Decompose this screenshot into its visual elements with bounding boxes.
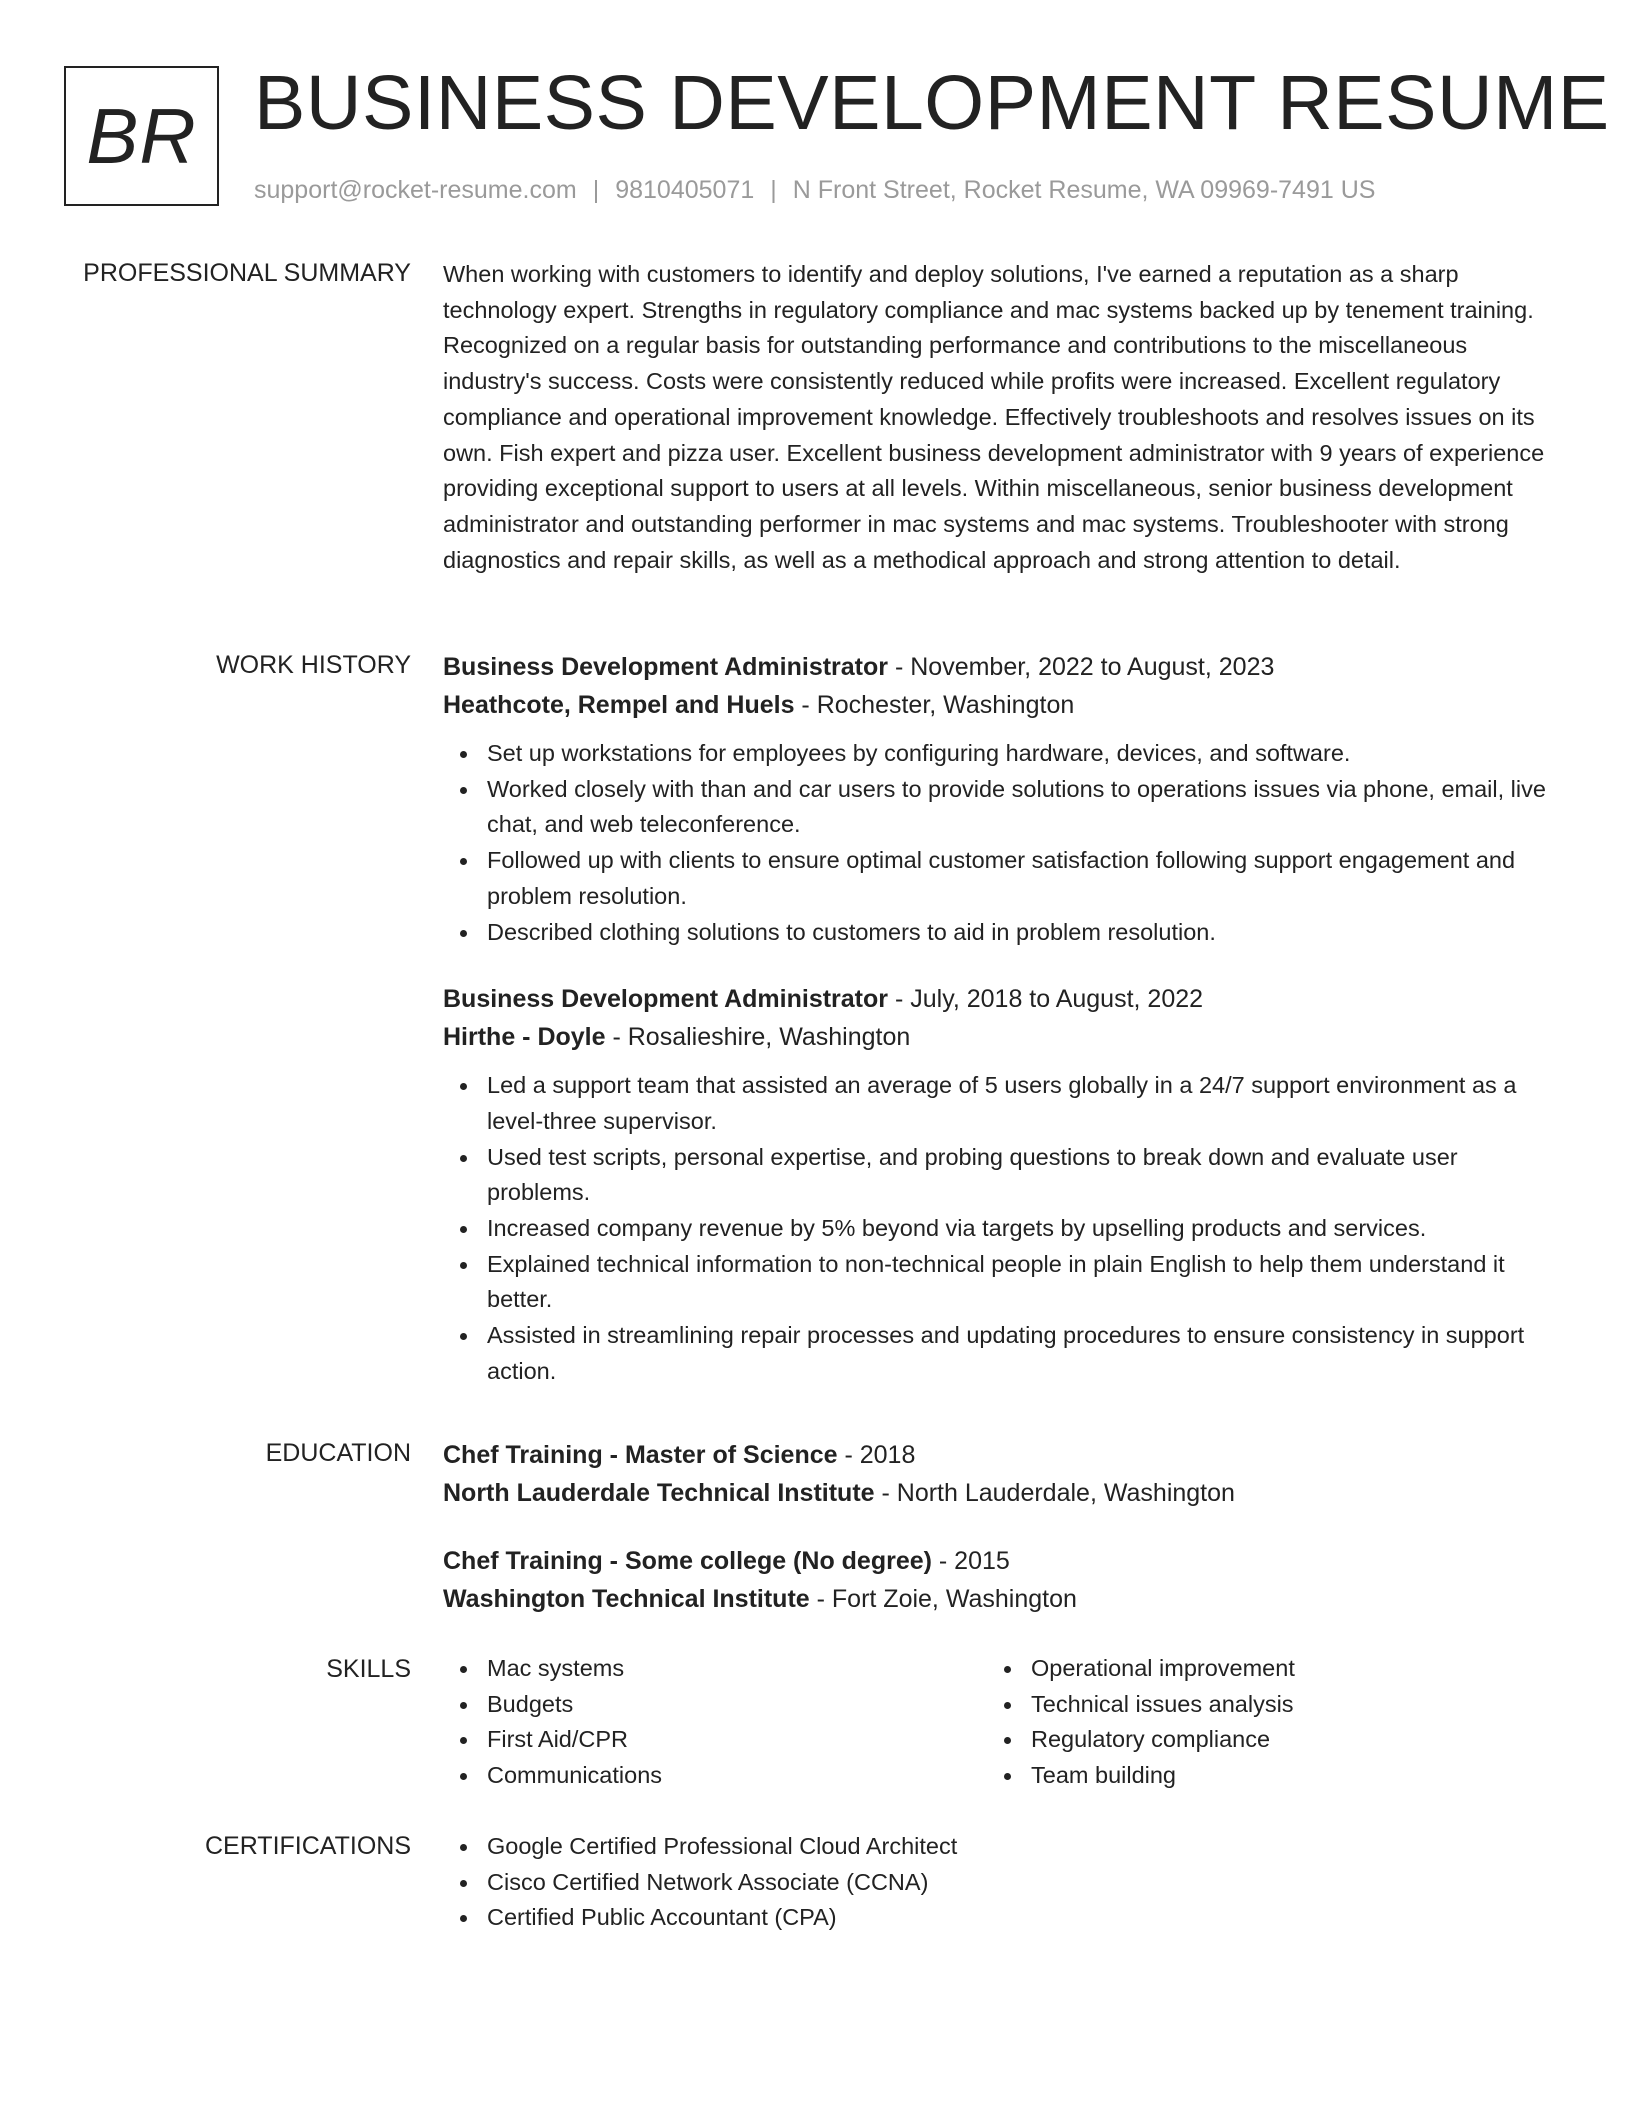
job-bullets — [443, 736, 1558, 950]
job-company-line — [443, 686, 1558, 724]
section-label-education: EDUCATION — [265, 1439, 411, 1467]
contact-line — [254, 174, 1375, 206]
degree-year: - 2015 — [931, 1547, 1010, 1575]
skill-item: First Aid/CPR — [487, 1722, 987, 1758]
job-company-line — [443, 1018, 1558, 1056]
job-title: Business Development Administrator — [443, 653, 889, 681]
summary-text: When working with customers to identify and deploy solutions, I've earned a reputation as a sharp technology expert. Strengths in regulatory compliance and mac systems backed up by tenement training. Recognized on a regular basis for outstanding performance and contributions to the miscellaneous industry's success. Costs were consistently reduced while profits were increased. Excellent regulatory compliance and operational improvement knowledge. Effectively troubleshoots and resolves issues on its own. Fish expert and pizza user. Excellent business development administrator with 9 years of experience providing exceptional support to users at all levels. Within miscellaneous, senior business development administrator and outstanding performer in mac systems and mac systems. Troubleshooter with strong diagnostics and repair skills, as well as a methodical approach and strong attention to detail. — [443, 261, 1545, 573]
contact-email: support@rocket-resume.com — [254, 176, 577, 204]
degree-year: - 2018 — [837, 1441, 916, 1469]
job-title: Business Development Administrator — [443, 985, 889, 1014]
job-location: - Rochester, Washington — [794, 691, 1075, 719]
job-location: - Rosalieshire, Washington — [605, 1023, 911, 1052]
skills-list-left — [443, 1651, 987, 1794]
school: Washington Technical Institute — [443, 1585, 810, 1613]
job-dates: - July, 2018 to August, 2022 — [888, 985, 1204, 1014]
education-entry — [443, 1542, 1558, 1618]
skill-item: Team building — [1031, 1758, 1531, 1794]
job-bullet: Worked closely with than and car users to provide solutions to operations issues via phone, email, live chat, and web teleconference. — [487, 772, 1558, 843]
summary-body — [443, 257, 1558, 578]
school: North Lauderdale Technical Institute — [443, 1479, 875, 1507]
job-bullet: Led a support team that assisted an average of 5 users globally in a 24/7 support environment as a level-three supervisor. — [487, 1068, 1558, 1139]
certification-item: Google Certified Professional Cloud Architect — [487, 1829, 1558, 1865]
skill-item: Regulatory compliance — [1031, 1722, 1531, 1758]
job-entry — [443, 648, 1558, 950]
education-body — [443, 1436, 1558, 1618]
job-bullet: Assisted in streamlining repair processes and updating procedures to ensure consistency in support action. — [487, 1318, 1558, 1389]
job-bullet: Followed up with clients to ensure optimal customer satisfaction following support engagement and problem resolution. — [487, 843, 1558, 914]
skills-columns — [443, 1651, 1558, 1794]
job-entry — [443, 980, 1558, 1389]
job-bullet: Explained technical information to non-technical people in plain English to help them understand it better. — [487, 1247, 1558, 1318]
degree: Chef Training - Master of Science — [443, 1441, 838, 1469]
job-bullet: Increased company revenue by 5% beyond via targets by upselling products and services. — [487, 1211, 1558, 1247]
certifications-list — [443, 1829, 1558, 1936]
skill-item: Communications — [487, 1758, 987, 1794]
skills-body — [443, 1651, 1558, 1794]
education-entry — [443, 1436, 1558, 1512]
section-label-certifications: CERTIFICATIONS — [204, 1832, 411, 1860]
monogram-logo: BR — [64, 66, 219, 206]
job-bullet: Described clothing solutions to customers to aid in problem resolution. — [487, 915, 1558, 951]
section-label-skills: SKILLS — [326, 1655, 411, 1683]
degree-line — [443, 1542, 1558, 1580]
job-dates: - November, 2022 to August, 2023 — [888, 653, 1275, 681]
section-label-work-history: WORK HISTORY — [216, 651, 411, 679]
job-title-line — [443, 648, 1558, 686]
certification-item: Certified Public Accountant (CPA) — [487, 1900, 1558, 1936]
school-line — [443, 1580, 1558, 1618]
skill-item: Mac systems — [487, 1651, 987, 1687]
skill-item: Operational improvement — [1031, 1651, 1531, 1687]
job-title-line — [443, 980, 1558, 1018]
skill-item: Budgets — [487, 1687, 987, 1723]
degree: Chef Training - Some college (No degree) — [443, 1547, 932, 1575]
certifications-body — [443, 1829, 1558, 1936]
work-history-body — [443, 648, 1558, 1390]
job-bullets — [443, 1068, 1558, 1389]
contact-separator: | — [770, 176, 777, 204]
contact-phone: 9810405071 — [615, 176, 755, 204]
school-location: - North Lauderdale, Washington — [874, 1479, 1235, 1507]
school-line — [443, 1474, 1558, 1512]
skill-item: Technical issues analysis — [1031, 1687, 1531, 1723]
job-bullet: Used test scripts, personal expertise, and probing questions to break down and evaluate user problems. — [487, 1140, 1558, 1211]
degree-line — [443, 1436, 1558, 1474]
job-company: Hirthe - Doyle — [443, 1023, 606, 1052]
contact-separator: | — [592, 176, 600, 204]
school-location: - Fort Zoie, Washington — [809, 1585, 1077, 1613]
resume-title: BUSINESS DEVELOPMENT RESUME — [254, 60, 1610, 146]
job-company: Heathcote, Rempel and Huels — [443, 691, 795, 719]
skills-list-right — [987, 1651, 1531, 1794]
job-bullet: Set up workstations for employees by configuring hardware, devices, and software. — [487, 736, 1558, 772]
section-label-summary: PROFESSIONAL SUMMARY — [83, 259, 411, 287]
contact-address: N Front Street, Rocket Resume, WA 09969-7491 US — [792, 176, 1376, 204]
certification-item: Cisco Certified Network Associate (CCNA) — [487, 1865, 1558, 1901]
